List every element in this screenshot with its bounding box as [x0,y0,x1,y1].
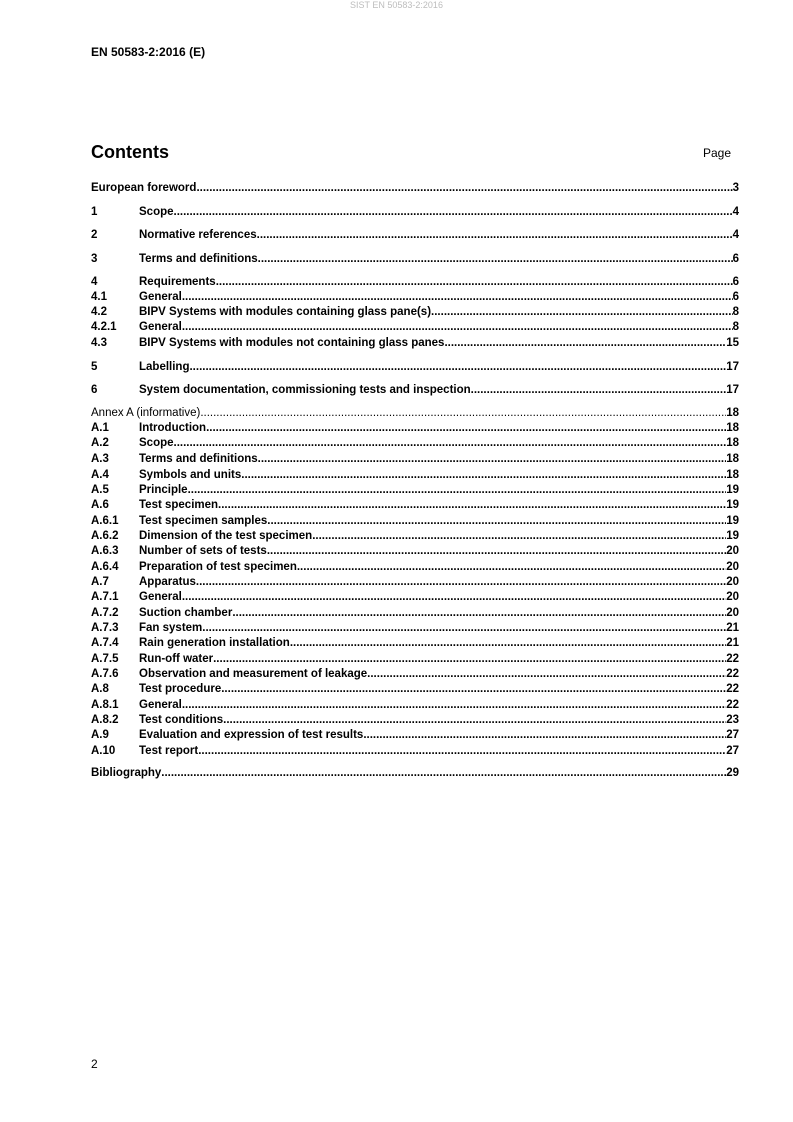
toc-number: A.2 [91,437,109,449]
toc-title: Number of sets of tests [139,545,267,557]
toc-title: General [139,699,182,711]
toc-page: 19 [726,484,739,496]
toc-title: General [139,321,182,333]
toc-entry[interactable] [91,483,739,498]
toc-page: 8 [732,306,739,318]
toc-leader [232,606,726,621]
toc-entry[interactable] [91,766,739,781]
toc-number: A.1 [91,422,109,434]
toc-leader [182,290,733,305]
toc-number: A.6.4 [91,561,119,573]
toc-number: A.7 [91,576,109,588]
toc-page: 22 [726,699,739,711]
toc-title: Principle [139,484,188,496]
toc-leader [196,575,726,590]
toc-leader [218,498,726,513]
toc-entry[interactable] [91,498,739,513]
toc-leader [221,682,726,697]
toc-leader [431,305,733,320]
toc-entry[interactable] [91,181,739,196]
toc-leader [188,483,727,498]
toc-leader [444,336,726,351]
toc-title: Dimension of the test specimen [139,530,313,542]
toc-entry[interactable] [91,544,739,559]
toc-page: 19 [726,515,739,527]
toc-leader [367,667,726,682]
toc-page: 18 [726,422,739,434]
toc-page: 18 [726,407,739,419]
toc-number: 4.3 [91,337,107,349]
toc-leader [202,621,726,636]
toc-page: 20 [726,607,739,619]
toc-page: 21 [726,637,739,649]
toc-leader [182,320,733,335]
toc-title: Test conditions [139,714,224,726]
toc-number: A.7.3 [91,622,119,634]
toc-title: European foreword [91,182,197,194]
toc-leader [161,766,726,781]
toc-page: 4 [732,206,739,218]
toc-leader [213,652,726,667]
toc-entry[interactable] [91,421,739,436]
toc-leader [182,590,726,605]
toc-number: A.6 [91,499,109,511]
toc-entry[interactable] [91,728,739,743]
toc-title: Bibliography [91,767,162,779]
toc-entry[interactable] [91,575,739,590]
toc-entry[interactable] [91,468,739,483]
toc-title: Terms and definitions [139,253,258,265]
toc-leader [363,728,726,743]
toc-title: Introduction [139,422,207,434]
toc-page: 18 [726,437,739,449]
toc-number: A.7.4 [91,637,119,649]
toc-page: 21 [726,622,739,634]
toc-entry[interactable] [91,652,739,667]
toc-title: Scope [139,206,174,218]
toc-page: 29 [726,767,739,779]
toc-title: Test specimen [139,499,219,511]
toc-leader [174,436,727,451]
toc-page: 6 [732,291,739,303]
toc-title: Test procedure [139,683,222,695]
toc-number: 5 [91,361,98,373]
toc-number: 6 [91,384,98,396]
toc-entry[interactable] [91,452,739,467]
toc-entry[interactable] [91,529,739,544]
toc-page: 4 [732,229,739,241]
toc-entry[interactable] [91,290,739,305]
toc-page: 19 [726,499,739,511]
toc-page: 17 [726,384,739,396]
toc-leader [216,275,733,290]
toc-entry[interactable] [91,560,739,575]
toc-number: 2 [91,229,98,241]
watermark: SIST EN 50583-2:2016 [350,0,443,10]
document-header: EN 50583-2:2016 (E) [91,45,206,59]
toc-number: 1 [91,206,98,218]
toc-page: 20 [726,561,739,573]
toc-number: A.6.2 [91,530,119,542]
toc-entry[interactable] [91,305,739,320]
toc-page: 20 [726,591,739,603]
toc-page: 22 [726,653,739,665]
toc-leader [312,529,726,544]
toc-number: 4.1 [91,291,107,303]
toc-title: Labelling [139,361,190,373]
toc-title: Terms and definitions [139,453,258,465]
toc-entry[interactable] [91,252,739,267]
toc-page: 15 [726,337,739,349]
toc-title: Requirements [139,276,216,288]
toc-entry[interactable] [91,320,739,335]
toc-entry[interactable] [91,514,739,529]
toc-leader [196,181,732,196]
toc-title: Apparatus [139,576,196,588]
toc-page: 19 [726,530,739,542]
toc-number: A.5 [91,484,109,496]
toc-page: 18 [726,453,739,465]
toc-number: A.8.1 [91,699,119,711]
toc-entry[interactable] [91,606,739,621]
toc-leader [297,560,726,575]
toc-page: 22 [726,683,739,695]
toc-page: 20 [726,545,739,557]
toc-number: A.7.6 [91,668,119,680]
toc-number: A.7.5 [91,653,119,665]
toc-page: 27 [726,729,739,741]
toc-entry[interactable] [91,636,739,651]
toc-page: 17 [726,361,739,373]
toc-page: 6 [732,276,739,288]
toc-entry[interactable] [91,383,739,398]
toc-page: 6 [732,253,739,265]
toc-leader [174,205,733,220]
toc-title: Scope [139,437,174,449]
toc-number: A.4 [91,469,109,481]
toc-title: System documentation, commissioning tests and inspection [139,384,471,396]
toc-entry[interactable] [91,682,739,697]
toc-title: BIPV Systems with modules not containing glass panes [139,337,445,349]
toc-title: General [139,291,182,303]
toc-title: Normative references [139,229,257,241]
toc-entry[interactable] [91,205,739,220]
toc-page: 22 [726,668,739,680]
toc-title: Evaluation and expression of test results [139,729,364,741]
toc-title: Test specimen samples [139,515,268,527]
toc-leader [257,228,733,243]
toc-leader [189,360,726,375]
toc-leader [471,383,727,398]
toc-leader [258,252,733,267]
toc-entry[interactable] [91,406,739,421]
toc-number: 4.2.1 [91,321,117,333]
toc-title: Run-off water [139,653,214,665]
toc-leader [290,636,726,651]
toc-title: Rain generation installation [139,637,290,649]
toc-title: Annex A (informative) [91,407,201,419]
toc-title: Observation and measurement of leakage [139,668,368,680]
toc-page: 3 [732,182,739,194]
toc-leader [182,698,726,713]
toc-page: 20 [726,576,739,588]
toc-number: 4 [91,276,98,288]
page-column-label: Page [703,146,732,160]
toc-leader [267,544,726,559]
toc-number: A.6.1 [91,515,119,527]
toc-leader [198,744,726,759]
toc-page: 18 [726,469,739,481]
toc-page: 8 [732,321,739,333]
toc-title: Test report [139,745,199,757]
toc-entry[interactable] [91,228,739,243]
toc-title: Fan system [139,622,203,634]
toc-entry[interactable] [91,621,739,636]
page-number: 2 [91,1057,98,1071]
toc-entry[interactable] [91,698,739,713]
toc-number: A.8 [91,683,109,695]
toc-number: A.3 [91,453,109,465]
toc-title: BIPV Systems with modules containing glass pane(s) [139,306,432,318]
toc-title: General [139,591,182,603]
toc-leader [267,514,726,529]
toc-leader [223,713,726,728]
toc-number: A.6.3 [91,545,119,557]
toc-title: Preparation of test specimen [139,561,297,573]
toc-entry[interactable] [91,336,739,351]
toc-number: A.10 [91,745,116,757]
toc-leader [206,421,726,436]
toc-number: 3 [91,253,98,265]
toc-entry[interactable] [91,713,739,728]
toc-title: Suction chamber [139,607,233,619]
toc-leader [258,452,727,467]
toc-number: A.9 [91,729,109,741]
contents-title: Contents [91,142,169,162]
toc-number: 4.2 [91,306,107,318]
toc-number: A.7.1 [91,591,119,603]
toc-entry[interactable] [91,744,739,759]
toc-number: A.8.2 [91,714,119,726]
toc-entry[interactable] [91,667,739,682]
toc-entry[interactable] [91,275,739,290]
toc-page: 23 [726,714,739,726]
toc-entry[interactable] [91,436,739,451]
toc-title: Symbols and units [139,469,242,481]
toc-leader [200,406,726,421]
toc-entry[interactable] [91,360,739,375]
toc-leader [241,468,726,483]
toc-page: 27 [726,745,739,757]
toc-entry[interactable] [91,590,739,605]
toc-number: A.7.2 [91,607,119,619]
